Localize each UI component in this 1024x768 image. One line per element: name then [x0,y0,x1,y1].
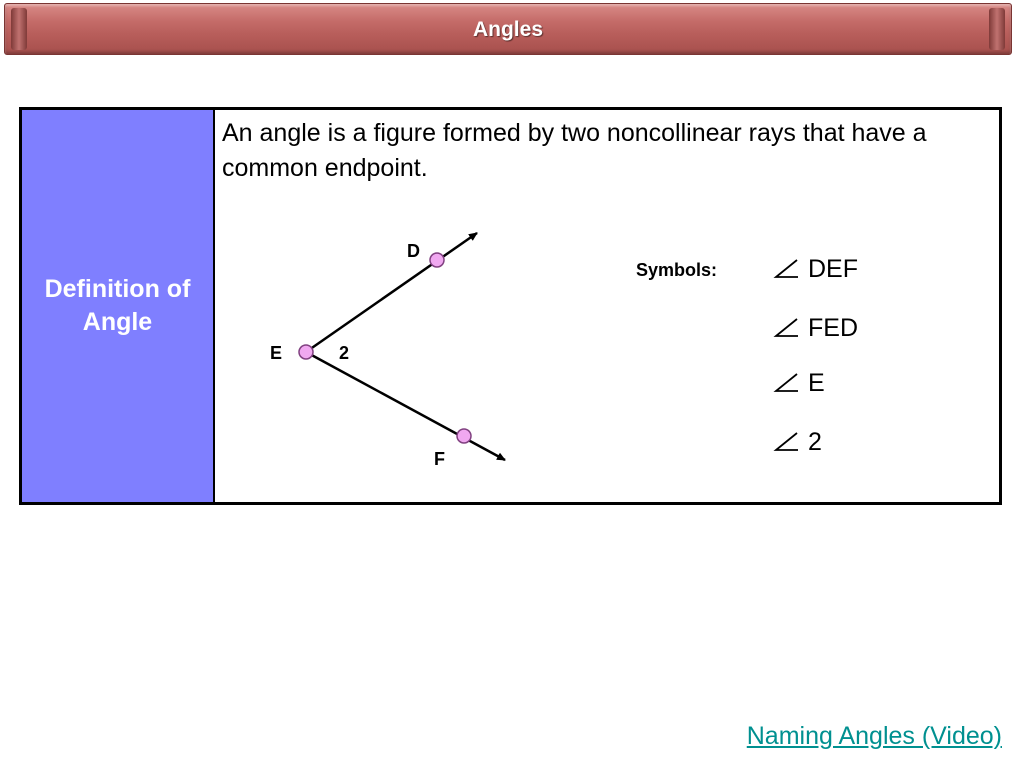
video-link[interactable]: Naming Angles (Video) [746,722,1002,750]
symbol-row [773,427,822,457]
symbol-row [773,368,825,398]
symbol-text: FED [808,313,858,342]
angle-number-label: 2 [339,343,350,363]
symbol-text: 2 [808,427,822,456]
angle-icon [773,258,799,280]
page-title: Angles [472,18,543,41]
point-e [299,345,313,359]
point-label-f: F [434,449,445,469]
point-f [457,429,471,443]
point-label-e: E [270,343,283,363]
angle-icon [773,431,799,453]
point-d [430,253,444,267]
symbol-text: DEF [808,254,858,283]
symbols-label: Symbols: [636,260,718,280]
angle-icon [773,317,799,339]
ray-ef [306,352,505,460]
symbol-row [773,313,858,343]
ray-ed [306,233,477,352]
term-label: Definition of Angle [44,275,191,336]
symbol-row [773,254,858,284]
definition-text: An angle is a figure formed by two noncollinear rays that have a common endpoint. [222,119,927,182]
angle-icon [773,372,799,394]
point-label-d: D [407,241,420,261]
symbol-text: E [808,368,825,397]
